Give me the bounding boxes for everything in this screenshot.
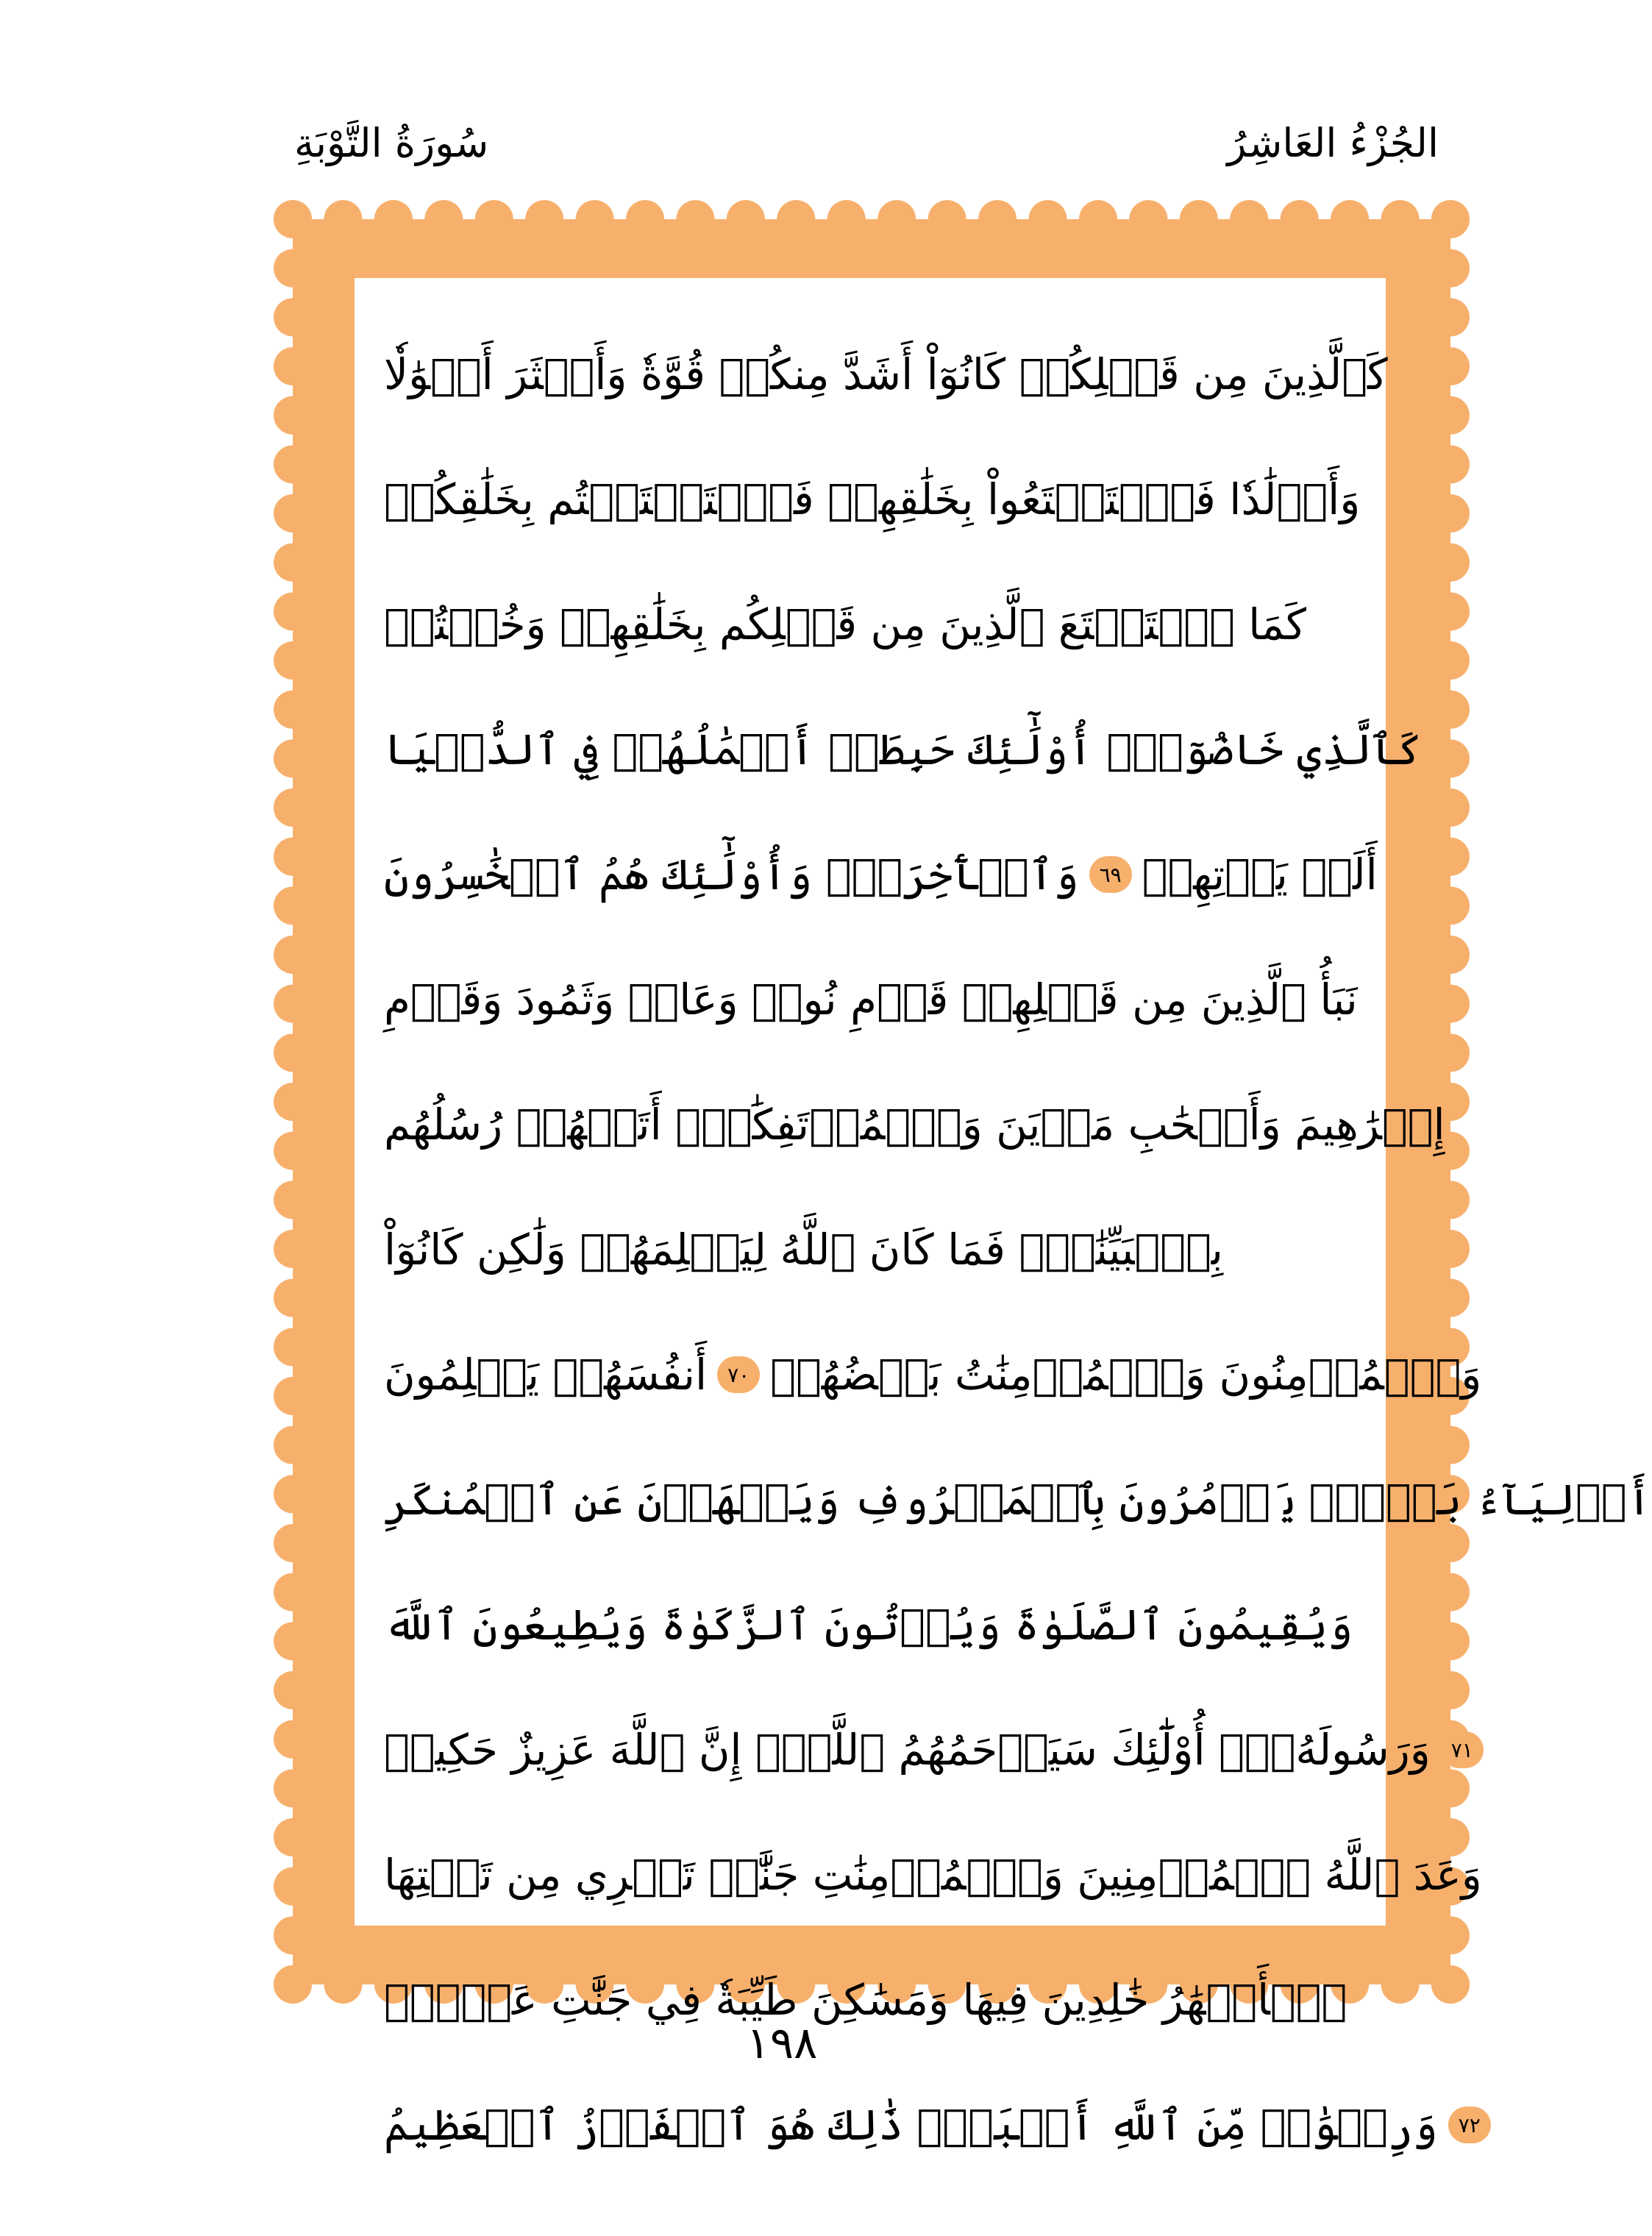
- line-text: كَٱلَّذِي خَاضُوٓاْۚ أُوْلَٰٓئِكَ حَبِطَتۡ أَعۡمَٰلُهُمۡ فِي ٱلدُّنۡيَا: [384, 724, 1423, 775]
- line-text: كَٱلَّذِينَ مِن قَبۡلِكُمۡ كَانُوٓاْ أَشَدَّ مِنكُمۡ قُوَّةٗ وَأَكۡثَرَ أَمۡوَٰلٗا: [384, 349, 1388, 399]
- text-line: [384, 1187, 1356, 1312]
- text-line: [384, 437, 1361, 562]
- line-text: كَمَا ٱسۡتَمۡتَعَ ٱلَّذِينَ مِن قَبۡلِكُم بِخَلَٰقِهِمۡ وَخُضۡتُمۡ: [384, 599, 1306, 649]
- text-line: [384, 1687, 1473, 1812]
- ayah-number-marker: ٦٩: [1089, 856, 1132, 893]
- line-text: نَبَأُ ٱلَّذِينَ مِن قَبۡلِهِمۡ قَوۡمِ نُوحٖ وَعَادٖ وَثَمُودَ وَقَوۡمِ: [384, 975, 1358, 1025]
- text-line: [384, 687, 1423, 812]
- line-text: وَٱلۡأٓخِرَةِۖ وَأُوْلَٰٓئِكَ هُمُ ٱلۡخَٰسِرُونَ: [384, 850, 1079, 900]
- ayah-number-marker: ٧٠: [717, 1356, 760, 1393]
- line-text: إِبۡرَٰهِيمَ وَأَصۡحَٰبِ مَدۡيَنَ وَٱلۡمُؤۡتَفِكَٰتِۚ أَتَتۡهُمۡ رُسُلُهُم: [384, 1100, 1445, 1150]
- line-text: وَعَدَ ٱللَّهُ ٱلۡمُؤۡمِنِينَ وَٱلۡمُؤۡمِنَٰتِ جَنَّٰتٖ تَجۡرِي مِن تَحۡتِهَا: [384, 1850, 1482, 1900]
- line-text: وَيُقِيمُونَ ٱلصَّلَوٰةَ وَيُؤۡتُونَ ٱلزَّكَوٰةَ وَيُطِيعُونَ ٱللَّهَ: [384, 1600, 1353, 1650]
- surah-title: سُورَةُ التَّوْبَةِ: [294, 120, 489, 166]
- text-line: [384, 1812, 1482, 1937]
- line-text: بِٱلۡبَيِّنَٰتِۖ فَمَا كَانَ ٱللَّهُ لِيَظۡلِمَهُمۡ وَلَٰكِن كَانُوٓاْ: [384, 1225, 1223, 1275]
- juz-title: الجُزْءُ العَاشِرُ: [1227, 120, 1439, 166]
- text-line: [384, 312, 1388, 437]
- text-line: [384, 1062, 1445, 1187]
- line-text: وَرِضۡوَٰنٞ مِّنَ ٱللَّهِ أَكۡبَرُۚ ذَٰلِكَ هُوَ ٱلۡفَوۡزُ ٱلۡعَظِيمُ: [384, 2100, 1438, 2150]
- line-text: وَرَسُولَهُۥٓۚ أُوْلَٰٓئِكَ سَيَرۡحَمُهُمُ ٱللَّهُۗ إِنَّ ٱللَّهَ عَزِيزٌ حَكِيمٞ: [384, 1725, 1431, 1775]
- page-number: ١٩٨: [746, 2018, 818, 2069]
- text-line: [384, 1437, 1652, 1562]
- text-line: [384, 1562, 1356, 1687]
- text-line: [384, 2062, 1481, 2187]
- line-text: ٱلۡأَنۡهَٰرُ خَٰلِدِينَ فِيهَا وَمَسَٰكِنَ طَيِّبَةٗ فِي جَنَّٰتِ عَدۡنٖۚ: [384, 1975, 1347, 2025]
- ayah-number-marker: ٧١: [1441, 1731, 1484, 1768]
- ayah-number-marker: ٧٢: [1448, 2107, 1491, 2143]
- text-line: [384, 562, 1356, 687]
- line-text-after: أَلَمۡ يَأۡتِهِمۡ: [1142, 850, 1378, 900]
- text-line: [384, 812, 1378, 937]
- line-text: أَوۡلِيَآءُ بَعۡضٖۚ يَأۡمُرُونَ بِٱلۡمَعۡرُوفِ وَيَنۡهَوۡنَ عَنِ ٱلۡمُنكَرِ: [384, 1475, 1652, 1525]
- text-line: [384, 937, 1356, 1062]
- line-text: أَنفُسَهُمۡ يَظۡلِمُونَ: [384, 1350, 708, 1400]
- text-line: [384, 1312, 1482, 1437]
- line-text: وَأَوۡلَٰدٗا فَٱسۡتَمۡتَعُواْ بِخَلَٰقِهِمۡ فَٱسۡتَمۡتَعۡتُم بِخَلَٰقِكُمۡ: [384, 474, 1361, 524]
- line-text-after: وَٱلۡمُؤۡمِنُونَ وَٱلۡمُؤۡمِنَٰتُ بَعۡضُهُمۡ: [770, 1350, 1482, 1400]
